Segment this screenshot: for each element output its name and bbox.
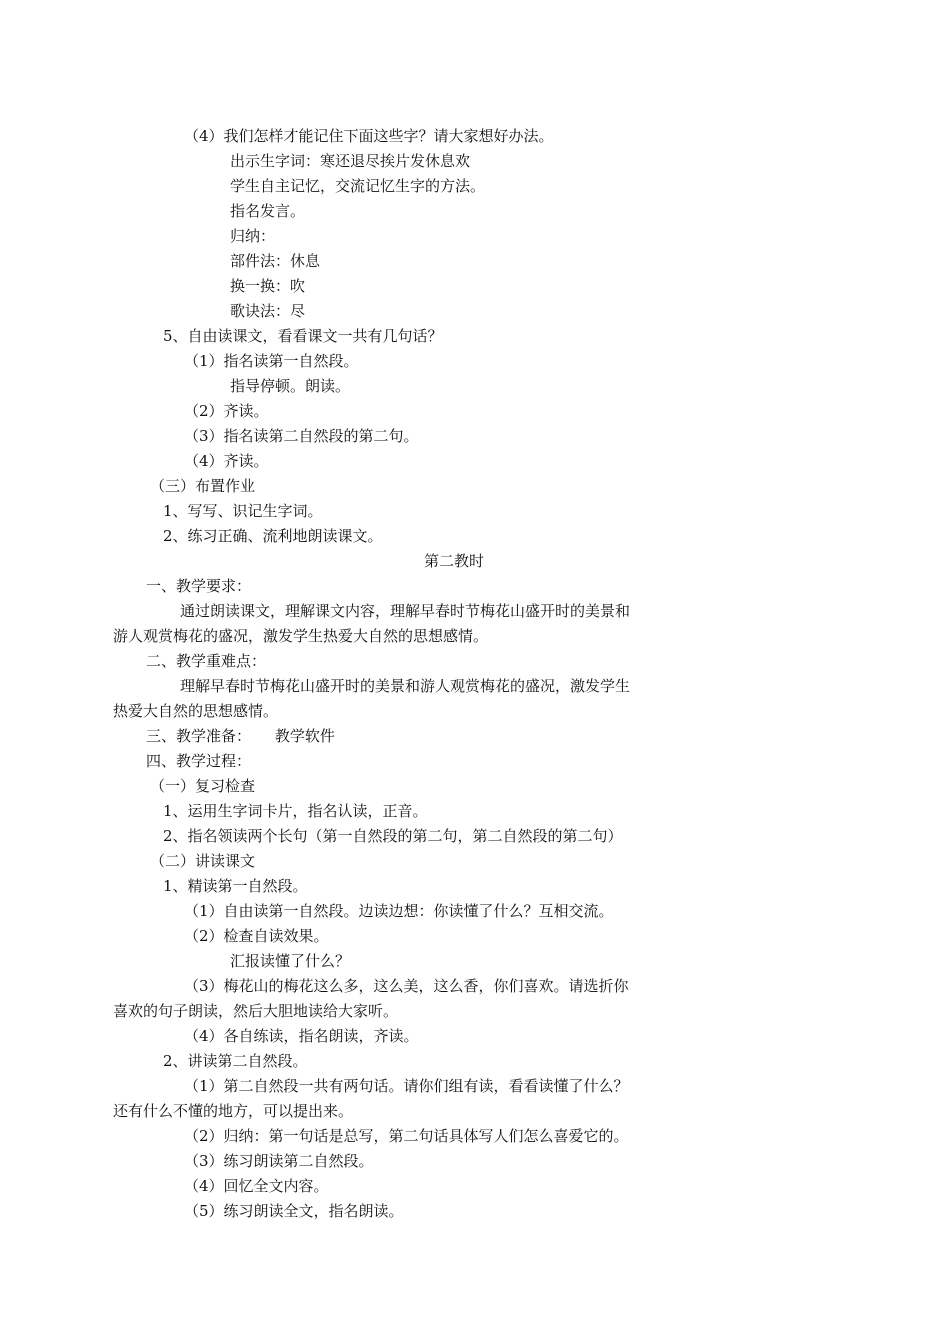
text-line: （4）回忆全文内容。 [184, 1177, 329, 1195]
text-line: 1、精读第一自然段。 [163, 877, 308, 895]
text-line: （1）指名读第一自然段。 [184, 352, 359, 370]
text-line: 歌诀法：尽 [230, 302, 306, 320]
text-line: （3）指名读第二自然段的第二句。 [184, 427, 419, 445]
text-line: 还有什么不懂的地方，可以提出来。 [113, 1102, 354, 1120]
text-line: 出示生字词：寒还退尽挨片发休息欢 [230, 152, 471, 170]
text-line: （4）齐读。 [184, 452, 269, 470]
text-line: 部件法：休息 [230, 252, 321, 270]
text-line: （1）自由读第一自然段。边读边想：你读懂了什么？互相交流。 [184, 902, 614, 920]
text-line: （4）我们怎样才能记住下面这些字？请大家想好办法。 [184, 127, 554, 145]
text-line: 学生自主记忆，交流记忆生字的方法。 [230, 177, 486, 195]
text-line: 1、写写、识记生字词。 [163, 502, 323, 520]
text-line: 2、讲读第二自然段。 [163, 1052, 308, 1070]
section-heading: 四、教学过程： [146, 752, 252, 770]
text-line: （2）归纳：第一句话是总写，第二句话具体写人们怎么喜爱它的。 [184, 1127, 629, 1145]
subsection-heading: （一）复习检查 [150, 777, 256, 795]
text-line: 5、自由读课文，看看课文一共有几句话？ [163, 327, 443, 345]
text-line: 归纳： [230, 227, 276, 245]
text-line: 通过朗读课文，理解课文内容，理解早春时节梅花山盛开时的美景和 [180, 602, 631, 620]
text-line: 换一换：吹 [230, 277, 306, 295]
section-heading: 三、教学准备： 教学软件 [146, 727, 335, 745]
text-line: （2）检查自读效果。 [184, 927, 329, 945]
text-line: 汇报读懂了什么？ [230, 952, 351, 970]
text-line: （4）各自练读，指名朗读，齐读。 [184, 1027, 419, 1045]
section-heading: （三）布置作业 [150, 477, 256, 495]
text-line: （2）齐读。 [184, 402, 269, 420]
section-heading: 一、教学要求： [146, 577, 252, 595]
text-line: 热爱大自然的思想感情。 [113, 702, 279, 720]
text-line: 2、练习正确、流利地朗读课文。 [163, 527, 383, 545]
text-line: 指名发言。 [230, 202, 306, 220]
text-line: 喜欢的句子朗读，然后大胆地读给大家听。 [113, 1002, 399, 1020]
text-line: 1、运用生字词卡片，指名认读，正音。 [163, 802, 428, 820]
text-line: （1）第二自然段一共有两句话。请你们组有读，看看读懂了什么？ [184, 1077, 629, 1095]
text-line: 指导停顿。朗读。 [230, 377, 351, 395]
text-line: （3）练习朗读第二自然段。 [184, 1152, 374, 1170]
text-line: （5）练习朗读全文，指名朗读。 [184, 1202, 404, 1220]
lesson-title: 第二教时 [424, 552, 485, 570]
section-heading: 二、教学重难点： [146, 652, 267, 670]
text-line: 理解早春时节梅花山盛开时的美景和游人观赏梅花的盛况，激发学生 [180, 677, 631, 695]
subsection-heading: （二）讲读课文 [150, 852, 256, 870]
text-line: （3）梅花山的梅花这么多，这么美，这么香，你们喜欢。请选折你 [184, 977, 629, 995]
text-line: 2、指名领读两个长句（第一自然段的第二句，第二自然段的第二句） [163, 827, 623, 845]
text-line: 游人观赏梅花的盛况，激发学生热爱大自然的思想感情。 [113, 627, 489, 645]
